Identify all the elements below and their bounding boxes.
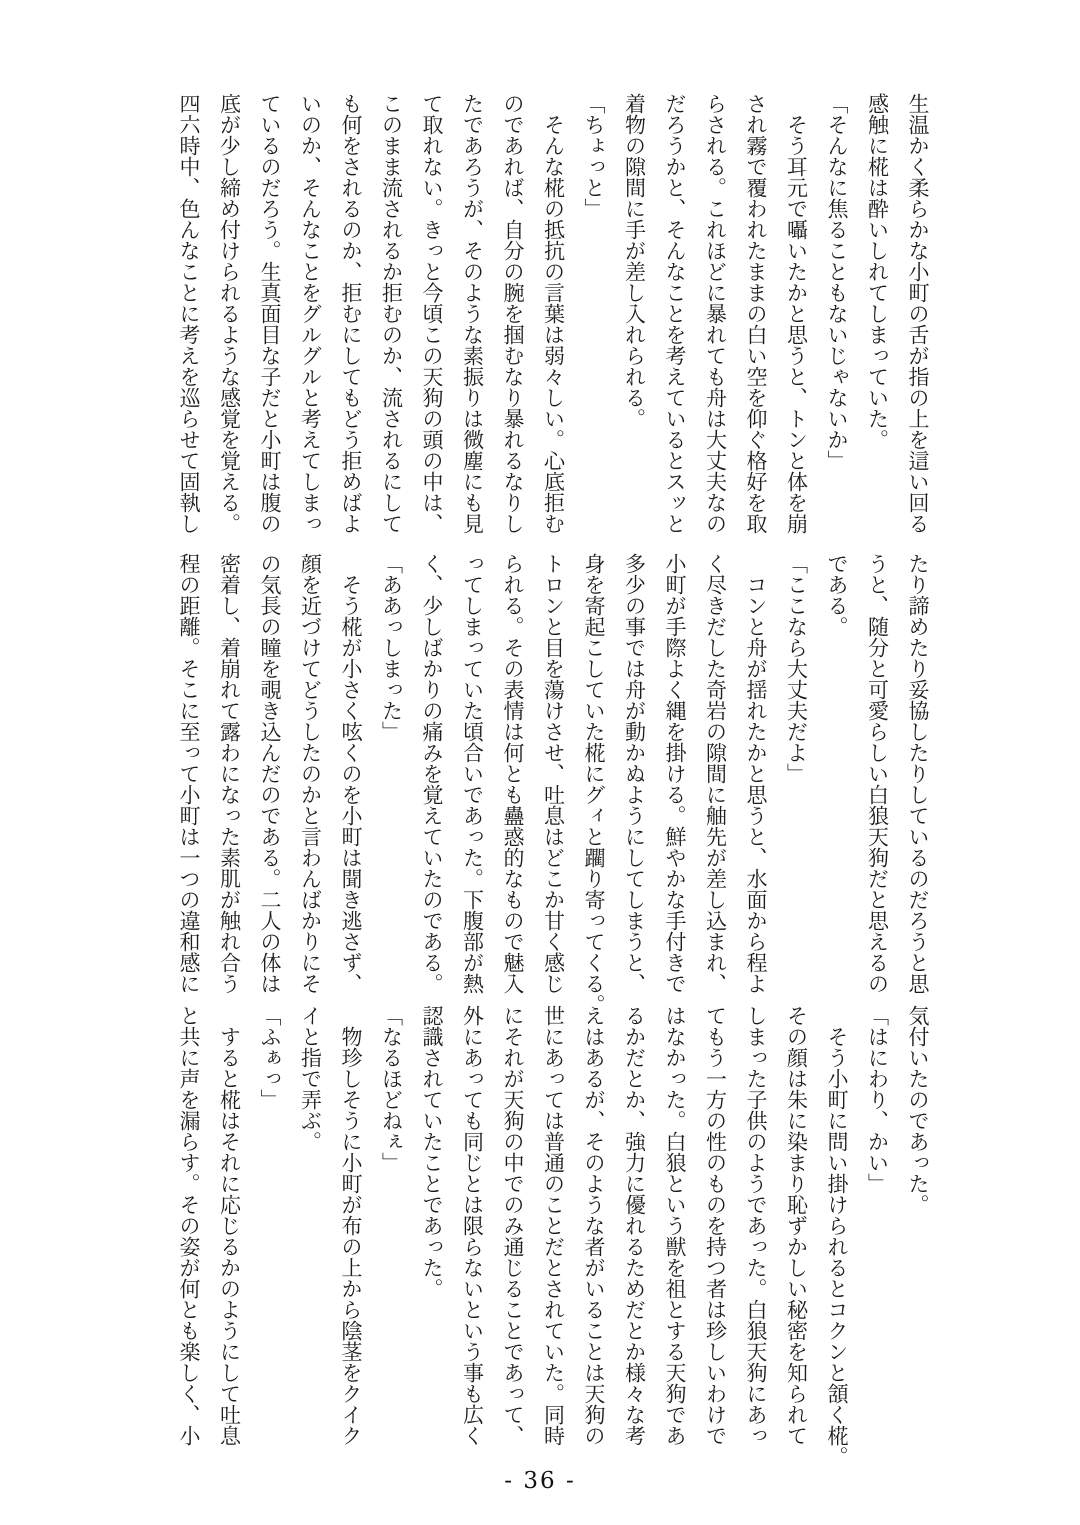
text-line: 多少の事では舟が動かぬようにしてしまうと、 [622,553,647,994]
text-line: 気付いたのであった。 [906,1005,930,1215]
text-line: いのか、そんなことをグルグルと考えてしまっ [298,93,323,534]
text-line: 四六時中、色んなことに考えを巡らせて固執し [177,93,201,534]
text-line: も何をされるのか、拒むにしてもどう拒めばよ [339,93,363,534]
text-line: 「ああっしまった」 [379,553,404,742]
text-line: 顔を近づけてどうしたのかと言わんばかりにそ [298,553,323,994]
text-line: たり諦めたり妥協したりしているのだろうと思 [906,553,930,994]
text-line: 「はにわり、かい」 [865,1005,890,1194]
text-line: そう小町に問い掛けられるとコクンと頷く椛。 [825,1005,849,1467]
text-line: えはあるが、そのような者がいることは天狗の [582,1005,606,1446]
text-line: るかだとか、強力に優れるためだとか様々な考 [622,1005,647,1446]
text-line: 着物の隙間に手が差し入れられる。 [622,93,647,429]
text-line: そう椛が小さく呟くのを小町は聞き逃さず、 [339,553,363,994]
text-line: しまった子供のようであった。白狼天狗にあっ [744,1005,768,1446]
text-line: 密着し、着崩れて露わになった素肌が触れ合う [217,553,242,994]
text-line: 「ふぁっ」 [258,1005,282,1110]
text-line: 世にあっては普通のことだとされていた。同時 [541,1005,566,1446]
text-line: 「ここなら大丈夫だよ」 [784,553,809,784]
text-line: たであろうが、そのような素振りは微塵にも見 [460,93,485,534]
text-line: く尽きだした奇岩の隙間に舳先が差し込まれ、 [703,553,728,994]
text-line: ているのだろう。生真面目な子だと小町は腹の [258,93,282,534]
text-block-bottom [168,1005,938,1467]
text-line: である。 [825,553,849,637]
text-line: らされる。これほどに暴れても舟は大丈夫なの [703,93,728,534]
text-line: ってしまっていた頃合いであった。下腹部が熱 [460,553,485,994]
text-line: 外にあっても同じとは限らないという事も広く [460,1005,485,1446]
text-line: そう耳元で囁いたかと思うと、トンと体を崩 [784,93,809,534]
text-block-middle [168,553,938,1015]
text-line: られる。その表情は何とも蠱惑的なもので魅入 [501,553,525,994]
text-line: にそれが天狗の中でのみ通じることであって、 [501,1005,525,1446]
text-line: の気長の瞳を覗き込んだのである。二人の体は [258,553,282,994]
text-line: 生温かく柔らかな小町の舌が指の上を這い回る [906,93,930,534]
text-line: 「そんなに焦ることもないじゃないか」 [825,93,849,471]
text-line: トロンと目を蕩けさせ、吐息はどこか甘く感じ [541,553,566,994]
text-line: 「ちょっと」 [582,93,606,219]
text-line: だろうかと、そんなことを考えているとスッと [663,93,687,534]
text-line: コンと舟が揺れたかと思うと、水面から程よ [744,553,768,994]
text-line: 認識されていたことであった。 [420,1005,444,1299]
text-line: と共に声を漏らす。その姿が何とも楽しく、小 [177,1005,201,1446]
page-number: - 36 - [504,1468,576,1494]
text-line: のであれば、自分の腕を掴むなり暴れるなりし [501,93,525,534]
text-line: 感触に椛は酔いしれてしまっていた。 [865,93,890,450]
text-line: その顔は朱に染まり恥ずかしい秘密を知られて [784,1005,809,1446]
text-line: そんな椛の抵抗の言葉は弱々しい。心底拒む [541,93,566,534]
text-line: 小町が手際よく縄を掛ける。鮮やかな手付きで [663,553,687,994]
text-line: て取れない。きっと今頃この天狗の頭の中は、 [420,93,444,534]
text-line: すると椛はそれに応じるかのようにして吐息 [217,1005,242,1446]
text-line: うと、随分と可愛らしい白狼天狗だと思えるの [865,553,890,994]
text-block-top [168,93,938,539]
text-line: はなかった。白狼という獣を祖とする天狗であ [663,1005,687,1446]
text-line: イと指で弄ぶ。 [298,1005,323,1152]
text-line: てもう一方の性のものを持つ者は珍しいわけで [703,1005,728,1446]
text-line: され霧で覆われたままの白い空を仰ぐ格好を取 [744,93,768,534]
text-line: 程の距離。そこに至って小町は一つの違和感に [177,553,201,994]
text-line: 底が少し締め付けられるような感覚を覚える。 [217,93,242,534]
text-line: く、少しばかりの痛みを覚えていたのである。 [420,553,444,994]
text-line: このまま流されるか拒むのか、流されるにして [379,93,404,534]
text-line: 物珍しそうに小町が布の上から陰茎をクイク [339,1005,363,1446]
text-line: 「なるほどねぇ」 [379,1005,404,1173]
text-line: 身を寄起こしていた椛にグィと躙り寄ってくる。 [582,553,606,1015]
